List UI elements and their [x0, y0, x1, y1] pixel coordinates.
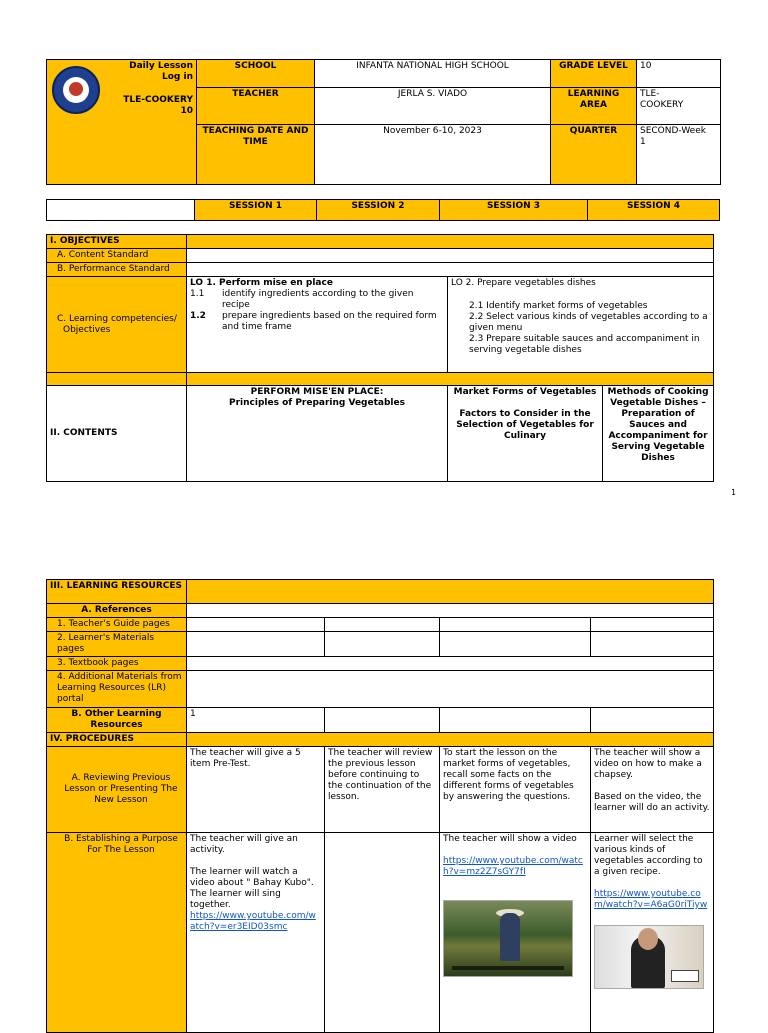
procedure-a-label: A. Reviewing Previous Lesson or Presenting The New Lesson [47, 747, 187, 833]
lo1-title: LO 1. Perform mise en place [190, 278, 333, 288]
lo2-item: 2.2 Select various kinds of vegetables according to a given menu [469, 312, 708, 333]
objectives-table [46, 234, 714, 482]
textbook-label: 3. Textbook pages [47, 657, 187, 671]
market-forms-video-link[interactable]: https://www.youtube.com/watch?v=mz2Z7sGY7fI [443, 856, 583, 877]
content-standard-label: A. Content Standard [47, 249, 187, 263]
contents-col2-line2: Factors to Consider in the Selection of Vegetables for Culinary [456, 409, 594, 441]
contents-col2-line1: Market Forms of Vegetables [453, 387, 597, 397]
lo1-item: 1.1 identify ingredients according to the given recipe [190, 289, 414, 310]
date-label-1: TEACHING DATE AND [202, 126, 309, 136]
teacher-value: JERLA S. VIADO [315, 88, 551, 125]
session-3-header: SESSION 3 [440, 200, 588, 221]
contents-heading: II. CONTENTS [47, 386, 187, 482]
page-number: 1 [731, 488, 737, 497]
other-resources-label: B. Other Learning Resources [47, 708, 187, 733]
deped-seal-logo [52, 66, 100, 114]
header-table [46, 59, 721, 185]
lo2-title: LO 2. Prepare vegetables dishes [451, 278, 596, 288]
procedure-b-session-1-p2: The learner will watch a video about " Bahay Kubo". The learner will sing together. [190, 867, 314, 910]
procedure-a-session-1: The teacher will give a 5 item Pre-Test. [187, 747, 325, 833]
school-value: INFANTA NATIONAL HIGH SCHOOL [315, 60, 551, 88]
contents-col3: Methods of Cooking Vegetable Dishes – Preparation of Sauces and Accompaniment for Serving Vegetable Dishes [603, 386, 714, 482]
lo1-item: 1.2 prepare ingredients based on the required form and time frame [190, 311, 437, 332]
references-label: A. References [47, 604, 187, 618]
learning-area-label-1: LEARNING [567, 89, 620, 99]
session-2-header: SESSION 2 [317, 200, 440, 221]
learning-area-value-1: TLE- [640, 89, 660, 99]
date-value: November 6-10, 2023 [315, 125, 551, 185]
session-4-header: SESSION 4 [588, 200, 720, 221]
additional-materials-label: 4. Additional Materials from Learning Resources (LR) portal [47, 671, 187, 708]
quarter-value [637, 125, 721, 185]
competencies-label [47, 277, 187, 373]
quarter-value-1: SECOND-Week [640, 126, 706, 136]
teachers-guide-label: 1. Teacher's Guide pages [47, 618, 187, 632]
procedure-a-session-3: To start the lesson on the market forms of vegetables, recall some facts on the different forms of vegetables by answering the questions. [440, 747, 591, 833]
quarter-label: QUARTER [551, 125, 637, 185]
header-title-line2: Log in [162, 72, 193, 82]
header-title-line1: Daily Lesson [129, 61, 193, 71]
procedure-b-session-4 [591, 833, 714, 1033]
procedure-b-session-3 [440, 833, 591, 1033]
learning-area-label [551, 88, 637, 125]
lo2-item: 2.1 Identify market forms of vegetables [469, 301, 648, 311]
date-label-2: TIME [243, 137, 268, 147]
teacher-label: TEACHER [197, 88, 315, 125]
procedure-b-session-1 [187, 833, 325, 1033]
vegetables-recipe-video-link[interactable]: https://www.youtube.com/watch?v=A6aG0riTiyw [594, 889, 708, 910]
learners-materials-label: 2. Learner's Materials pages [47, 632, 187, 657]
bahay-kubo-video-link[interactable]: https://www.youtube.com/watch?v=er3EID03smc [190, 911, 316, 932]
procedure-b-session-4-p1: Learner will select the various kinds of vegetables according to a given recipe. [594, 834, 703, 877]
grade-value: 10 [637, 60, 721, 88]
resources-table [46, 579, 714, 1033]
other-resources-value: 1 [187, 708, 325, 733]
sessions-blank-cell [47, 200, 195, 221]
header-subject-line1: TLE-COOKERY [123, 95, 193, 105]
learning-area-value [637, 88, 721, 125]
objectives-heading: I. OBJECTIVES [47, 235, 187, 249]
video-thumbnail-farmer-image[interactable] [443, 900, 573, 977]
learning-area-value-2: COOKERY [640, 100, 684, 110]
procedure-a-session-4-p1: The teacher will show a video on how to make a chapsey. [594, 748, 702, 780]
competencies-label-2: Objectives [63, 324, 111, 335]
quarter-value-2: 1 [640, 137, 646, 147]
resources-heading: III. LEARNING RESOURCES [47, 580, 187, 604]
date-label [197, 125, 315, 185]
learning-area-label-2: AREA [579, 100, 607, 110]
video-thumbnail-chef-image[interactable] [594, 925, 704, 989]
lo2-cell [448, 277, 714, 373]
header-subject-line2: 10 [180, 106, 193, 116]
procedure-b-label: B. Establishing a Purpose For The Lesson [47, 833, 187, 1033]
school-label: SCHOOL [197, 60, 315, 88]
header-title-cell [47, 60, 197, 185]
competencies-label-1: C. Learning competencies/ [57, 313, 177, 324]
procedure-b-session-1-p1: The teacher will give an activity. [190, 834, 298, 855]
procedure-b-session-3-p1: The teacher will show a video [443, 834, 577, 844]
performance-standard-label: B. Performance Standard [47, 263, 187, 277]
procedure-a-session-4-p2: Based on the video, the learner will do an activity. [594, 792, 710, 813]
procedure-a-session-4 [591, 747, 714, 833]
sessions-table [46, 199, 720, 221]
contents-col1-line1: PERFORM MISE'EN PLACE: [250, 387, 384, 397]
procedure-b-session-2 [325, 833, 440, 1033]
procedure-a-session-2: The teacher will review the previous lesson before continuing to the continuation of the lesson. [325, 747, 440, 833]
lo1-cell [187, 277, 448, 373]
contents-col2 [448, 386, 603, 482]
lo2-item: 2.3 Prepare suitable sauces and accompaniment in serving vegetable dishes [469, 334, 700, 355]
contents-col1-line2: Principles of Preparing Vegetables [229, 398, 405, 408]
session-1-header: SESSION 1 [195, 200, 317, 221]
procedures-heading: IV. PROCEDURES [47, 733, 187, 747]
contents-col1 [187, 386, 448, 482]
grade-label: GRADE LEVEL [551, 60, 637, 88]
